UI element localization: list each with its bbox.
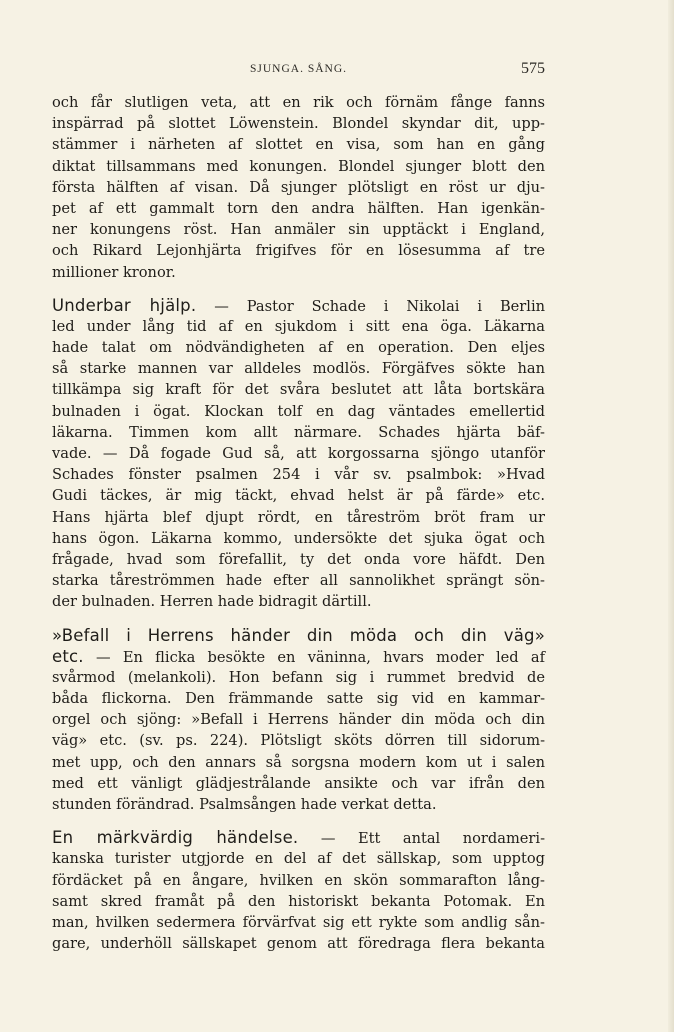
text-run: — Pastor Schade i Nikolai i Berlin [214, 297, 546, 315]
text-line: tillkämpa sig kraft för det svåra beslutet att låta bortskära [52, 381, 545, 399]
text-line: hans ögon. Läkarna kommo, undersökte det sjuka ögat och [52, 529, 545, 547]
text-line: orgel och sjöng: »Befall i Herrens händer din möda och din [52, 711, 545, 729]
section-first-line [52, 295, 545, 316]
text-line: samt skred framåt på den historiskt bekanta Potomak. En [52, 892, 545, 910]
section-heading-line [52, 625, 545, 646]
text-line: frågade, hvad som förefallit, ty det onda vore häfdt. Den [52, 550, 545, 568]
section-heading-tail: etc. [52, 646, 84, 666]
page-header [52, 60, 545, 82]
text-line: läkarna. Timmen kom allt närmare. Schades hjärta bäf- [52, 423, 545, 441]
text-line: stämmer i närheten af slottet en visa, som han en gång [52, 136, 545, 154]
text-line: met upp, och den annars så sorgsna modern kom ut i salen [52, 753, 545, 771]
text-line: svårmod (melankoli). Hon befann sig i rummet bredvid de [52, 668, 545, 686]
text-run: — En flicka besökte en väninna, hvars moder led af [96, 648, 546, 666]
body-text [52, 92, 545, 954]
text-line: och Rikard Lejonhjärta frigifves för en lösesumma af tre [52, 242, 545, 260]
text-line: led under lång tid af en sjukdom i sitt ena öga. Läkarna [52, 317, 545, 335]
text-line: inspärrad på slottet Löwenstein. Blondel skyndar dit, upp- [52, 115, 545, 133]
text-line: Hans hjärta blef djupt rördt, en tåreström bröt fram ur [52, 508, 545, 526]
running-title: SJUNGA. SÅNG. [249, 63, 348, 75]
text-line: man, hvilken sedermera förvärfvat sig ett rykte som andlig sån- [52, 913, 545, 931]
text-line: Gudi täckes, är mig täckt, ehvad helst är på färde» etc. [52, 487, 545, 505]
text-line: bulnaden i ögat. Klockan tolf en dag väntades emellertid [52, 402, 545, 420]
page-number: 575 [521, 60, 545, 77]
text-line: vade. — Då fogade Gud så, att korgossarna sjöngo utanför [52, 445, 545, 462]
text-line: pet af ett gammalt torn den andra hälften. Han igenkän- [52, 199, 545, 217]
text-line: båda flickorna. Den främmande satte sig vid en kammar- [52, 690, 545, 708]
text-line: starka tåreströmmen hade efter all sannolikhet sprängt sön- [52, 572, 545, 590]
text-line: första hälften af visan. Då sjunger plötsligt en röst ur dju- [52, 178, 545, 196]
section-heading: En märkvärdig händelse. [52, 828, 299, 848]
section-heading: Underbar hjälp. [52, 295, 197, 315]
text-line: med ett vänligt glädjestrålande ansikte och var ifrån den [52, 774, 545, 792]
section-first-line [52, 646, 545, 667]
section-first-line [52, 827, 545, 848]
text-line: millioner kronor. [52, 263, 176, 281]
text-line: diktat tillsammans med konungen. Blondel sjunger blott den [52, 157, 545, 175]
text-line: kanska turister utgjorde en del af det sällskap, som upptog [52, 850, 545, 868]
text-line: väg» etc. (sv. ps. 224). Plötsligt sköts dörren till sidorum- [52, 732, 545, 750]
text-line: och får slutligen veta, att en rik och förnäm fånge fanns [52, 94, 545, 111]
page-edge [668, 0, 674, 1032]
text-line: hade talat om nödvändigheten af en operation. Den eljes [52, 339, 545, 357]
text-line: stunden förändrad. Psalmsången hade verkat detta. [52, 796, 437, 813]
text-line: så starke mannen var alldeles modlös. Förgäfves sökte han [52, 360, 545, 378]
text-line: gare, underhöll sällskapet genom att föredraga flera bekanta [52, 935, 545, 953]
text-run: — Ett antal nordameri- [320, 830, 545, 848]
text-line: Schades fönster psalmen 254 i vår sv. psalmbok: »Hvad [52, 466, 545, 484]
text-line: der bulnaden. Herren hade bidragit därtill. [52, 593, 372, 611]
section-heading: »Befall i Herrens händer din möda och din väg» [52, 625, 545, 645]
text-line: ner konungens röst. Han anmäler sin upptäckt i England, [52, 221, 545, 239]
text-line: fördäcket på en ångare, hvilken en skön sommarafton lång- [52, 871, 545, 889]
